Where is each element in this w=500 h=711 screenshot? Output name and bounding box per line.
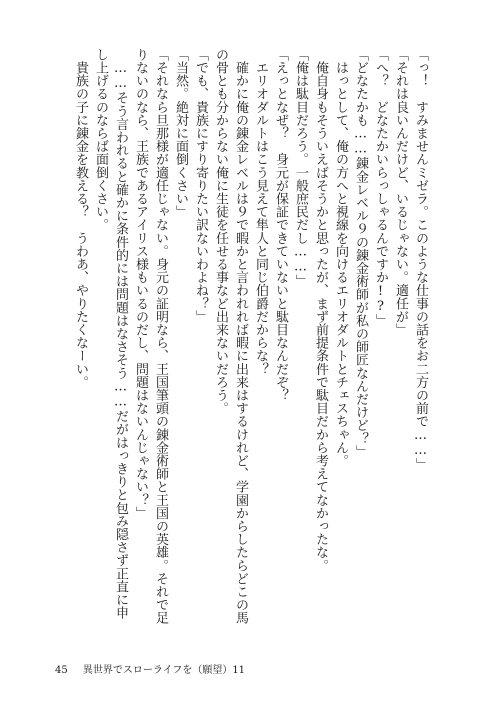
text-line: 「えっとなぜ？ 身元が保証できていないと駄目なんだぞ？ xyxy=(273,48,288,402)
text-line: 「へ？ どなたかいらっしゃるんですか!?」 xyxy=(373,48,388,328)
vertical-text-body xyxy=(70,48,430,648)
text-line: エリオダルトはこう見えて隼人と同じ伯爵だからな？ xyxy=(253,48,268,376)
text-line: 「っ！ すみませんミゼラ。このような仕事の話をお二方の前で……」 xyxy=(413,48,428,472)
text-line: 「当然。絶対に面倒くさい」 xyxy=(173,48,188,219)
text-line: 貴族の子に錬金を教える？ うわあ、やりたくなーい。 xyxy=(73,48,88,389)
text-line: 俺自身もそういえばそうかと思ったが、まず前提条件で駄目だから考えてなかったな。 xyxy=(313,48,328,572)
text-line: はっとして、俺の方へと視線を向けるエリオダルトとチェスちゃん。 xyxy=(333,48,348,468)
text-line: りないのなら、王族であるアイリス様もいるのだし、問題はないんじゃない？」 xyxy=(133,48,148,520)
text-line: 「でも、貴族にすり寄りたい訳ないわよね？」 xyxy=(193,48,208,324)
text-line: 「どなたかも……錬金レベル９の錬金術師が私の師匠なんだけど？」 xyxy=(353,48,368,459)
page-footer xyxy=(55,661,245,676)
text-line: し上げるのならば面倒くさい。 xyxy=(93,48,108,232)
text-line: 「俺は駄目だろう。一般庶民だし……」 xyxy=(293,48,308,288)
text-line: 「それは良いんだけど、いるじゃない。適任が」 xyxy=(393,48,408,337)
page-number: 45 xyxy=(55,665,68,676)
text-line: 確かに俺の錬金レベルは９で暇かと言われれば暇に出来はするけれど、学園からしたらどこの馬 xyxy=(233,48,248,625)
book-title: 異世界でスローライフを（願望）11 xyxy=(82,665,246,676)
text-line: の骨とも分からない俺に生徒を任せる事など出来ないだろう。 xyxy=(213,48,228,415)
text-line: 「それなら旦那様が適任じゃない。身元の証明なら、王国筆頭の錬金術師と王国の英雄。それで足 xyxy=(153,48,168,625)
text-line: ……そう言われると確かに条件的には問題はなさそう……だがはっきりと包み隠さず正直に申 xyxy=(113,48,128,620)
